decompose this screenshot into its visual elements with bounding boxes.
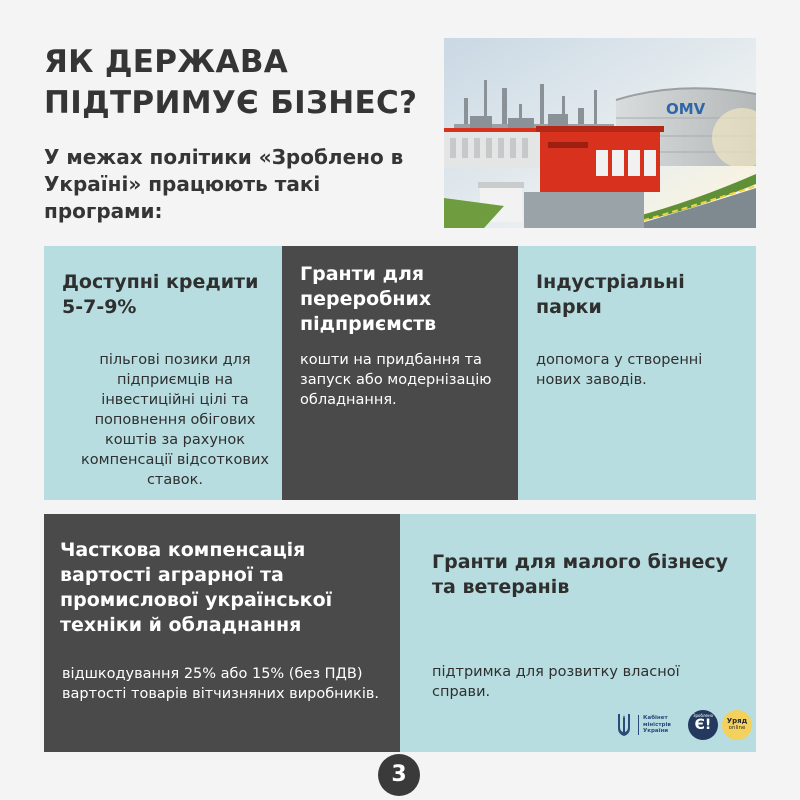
made-in-ukraine-small-text: Зроблено: [692, 713, 714, 718]
title-line-1: ЯК ДЕРЖАВА: [44, 44, 289, 80]
cabinet-line-1: Кабінет: [643, 715, 668, 722]
page-title: [44, 42, 444, 124]
card-credits: [44, 246, 282, 500]
partner-logos: [616, 708, 756, 742]
factory-photo: [444, 38, 756, 228]
made-in-ukraine-logo: [688, 710, 718, 740]
subtitle: У межах політики «Зроблено в Україні» працюють такі програми:: [44, 145, 404, 223]
page-number: 3: [378, 754, 420, 796]
card-industrial-parks: [518, 246, 756, 500]
cabinet-line-2: міністрів: [643, 721, 671, 728]
card-equipment-compensation: [44, 514, 400, 752]
title-line-2: ПІДТРИМУЄ БІЗНЕС?: [44, 85, 418, 121]
card-small-business-grants-title: Гранти для малого бізнесу та ветеранів: [432, 551, 729, 598]
card-processing-grants-description: кошти на придбання та запуск або модернізацію обладнання.: [300, 352, 492, 408]
card-credits-description: пільгові позики для підприємців на інвестиційні цілі та поповнення обігових коштів за рахунок компенсації відсоткових ставок.: [81, 352, 269, 488]
uryad-online-logo: [722, 710, 752, 740]
card-equipment-compensation-description: відшкодування 25% або 15% (без ПДВ) вартості товарів вітчизняних виробників.: [62, 666, 379, 702]
tank-logo-text: OMV: [666, 100, 706, 118]
card-processing-grants-title: Гранти для переробних підприємств: [300, 263, 437, 335]
card-small-business-grants-description: підтримка для розвитку власної справи.: [432, 664, 680, 700]
card-industrial-parks-title: Індустріальні парки: [536, 271, 685, 318]
card-credits-title: Доступні кредити 5-7-9%: [62, 271, 259, 318]
card-processing-grants: [282, 246, 518, 500]
made-in-ukraine-mark: Є!: [694, 717, 712, 733]
uryad-line-2: online: [728, 725, 746, 731]
cabinet-line-3: України: [643, 728, 669, 735]
card-industrial-parks-description: допомога у створенні нових заводів.: [536, 352, 703, 388]
cabinet-of-ministers-logo: [638, 715, 682, 735]
uryad-line-1: Уряд: [726, 717, 748, 725]
trident-icon: [616, 712, 632, 738]
card-equipment-compensation-title: Часткова компенсація вартості аграрної та промислової української техніки й обладнання: [60, 539, 333, 636]
